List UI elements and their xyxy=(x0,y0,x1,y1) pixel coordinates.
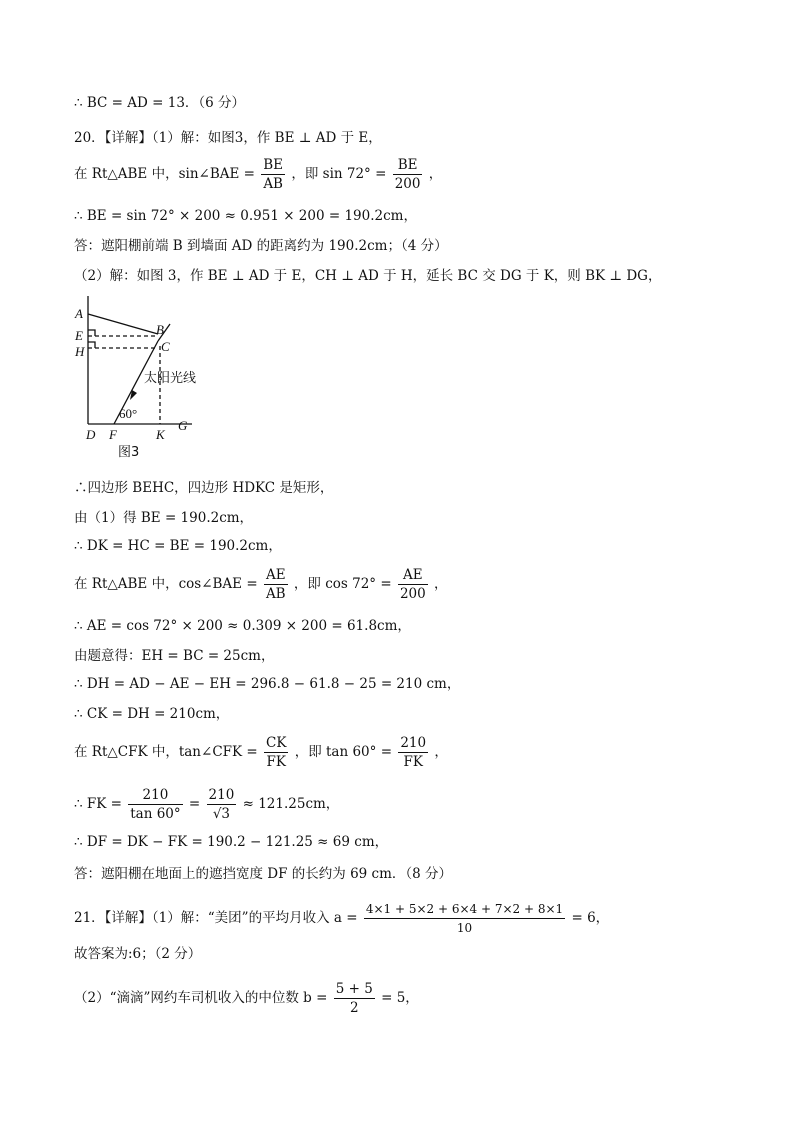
answer-part2: 答：遮阳棚在地面上的遮挡宽度 DF 的长约为 69 cm．（8 分） xyxy=(74,866,453,882)
fraction xyxy=(393,156,423,193)
numerator: AE xyxy=(398,566,428,585)
numerator: 210 xyxy=(208,787,235,803)
line-sin-bae xyxy=(74,156,442,193)
fraction xyxy=(207,786,237,823)
numerator: BE xyxy=(393,156,423,175)
denominator: FK xyxy=(266,754,286,770)
text: = 5， xyxy=(381,990,419,1006)
line-ae-calc: ∴ AE = cos 72° × 200 ≈ 0.309 × 200 = 61.8cm， xyxy=(74,618,411,634)
text: ， xyxy=(428,166,443,182)
fraction xyxy=(264,734,288,771)
denominator: 10 xyxy=(456,921,473,935)
line-df-calc: ∴ DF = DK − FK = 190.2 − 121.25 ≈ 69 cm， xyxy=(74,834,389,850)
line-ck-value: ∴ CK = DH = 210cm， xyxy=(74,706,230,722)
line-eh-value: 由题意得：EH = BC = 25cm， xyxy=(74,648,275,664)
right-angle-e xyxy=(88,330,95,336)
line-tan-cfk xyxy=(74,734,448,771)
denominator: 2 xyxy=(349,1000,359,1016)
text: = 6， xyxy=(571,910,610,926)
line-rectangles: ∴四边形 BEHC，四边形 HDKC 是矩形， xyxy=(74,480,334,496)
q21-mean xyxy=(74,900,609,937)
text: ， xyxy=(434,744,448,760)
text: ，即 sin 72° = xyxy=(291,166,387,182)
text: ∴ FK = xyxy=(74,796,122,812)
part2-intro: （2）解：如图 3，作 BE ⊥ AD 于 E，CH ⊥ AD 于 H，延长 BC 交 DG 于 K，则 BK ⊥ DG， xyxy=(74,268,662,284)
label-g: G xyxy=(178,418,188,433)
fraction xyxy=(264,566,288,603)
denominator: FK xyxy=(403,754,423,770)
denominator: 200 xyxy=(394,176,421,192)
numerator: 210 xyxy=(400,735,427,751)
q21-median xyxy=(74,980,419,1017)
denominator: 200 xyxy=(399,586,426,602)
denominator: AB xyxy=(263,176,283,192)
fraction xyxy=(364,900,565,937)
q20-heading: 20．【详解】（1）解：如图3，作 BE ⊥ AD 于 E， xyxy=(74,130,382,146)
text: （2）“滴滴”网约车司机收入的中位数 b = xyxy=(74,990,328,1006)
fraction xyxy=(128,786,182,823)
text: ，即 tan 60° = xyxy=(294,744,393,760)
denominator: tan 60° xyxy=(130,806,181,822)
text: 在 Rt△ABE 中，cos∠BAE = xyxy=(74,576,258,592)
numerator: BE xyxy=(263,157,284,173)
numerator: 4×1 + 5×2 + 6×4 + 7×2 + 8×1 xyxy=(364,900,565,919)
geometry-figure xyxy=(72,294,222,466)
text: 21．【详解】（1）解：“美团”的平均月收入 a = xyxy=(74,910,358,926)
answer-part1: 答：遮阳棚前端 B 到墙面 AD 的距离约为 190.2cm；（4 分） xyxy=(74,238,448,254)
label-k: K xyxy=(156,427,165,442)
text: 在 Rt△ABE 中，sin∠BAE = xyxy=(74,166,255,182)
text: = xyxy=(188,796,201,812)
label-h: H xyxy=(75,344,85,359)
answer-q21-1: 故答案为:6；（2 分） xyxy=(74,946,202,962)
line-dk-value: ∴ DK = HC = BE = 190.2cm， xyxy=(74,538,282,554)
label-a: A xyxy=(75,306,83,321)
label-d: D xyxy=(86,427,96,442)
text: ，即 cos 72° = xyxy=(293,576,392,592)
label-b: B xyxy=(156,322,164,337)
line-be-value: 由（1）得 BE = 190.2cm， xyxy=(74,510,254,526)
awning-ab xyxy=(88,314,158,334)
text: 在 Rt△CFK 中，tan∠CFK = xyxy=(74,744,258,760)
line-fk-calc xyxy=(74,786,339,823)
denominator: √3 xyxy=(212,806,231,822)
angle-label: 60° xyxy=(119,406,138,421)
numerator: 210 xyxy=(128,786,182,805)
fraction xyxy=(261,156,285,193)
fraction xyxy=(398,566,428,603)
numerator: 5 + 5 xyxy=(335,981,373,997)
line-bc-ad: ∴ BC = AD = 13．（6 分） xyxy=(74,95,246,111)
label-f: F xyxy=(109,427,117,442)
label-c: C xyxy=(161,339,170,354)
line-be-calc: ∴ BE = sin 72° × 200 ≈ 0.951 × 200 = 190.2cm， xyxy=(74,208,417,224)
text: ≈ 121.25cm， xyxy=(242,796,340,812)
denominator: AB xyxy=(265,586,286,602)
line-dh-calc: ∴ DH = AD − AE − EH = 296.8 − 61.8 − 25 = 210 cm， xyxy=(74,676,461,692)
label-e: E xyxy=(75,328,83,343)
fraction xyxy=(398,734,428,771)
figure-caption: 图3 xyxy=(118,445,140,460)
right-angle-h xyxy=(88,342,95,348)
text: ， xyxy=(434,576,448,592)
fraction xyxy=(334,980,375,1017)
sunlight-label: 太阳光线 xyxy=(144,371,197,386)
numerator: CK xyxy=(266,735,287,751)
numerator: AE xyxy=(264,566,288,585)
line-cos-bae xyxy=(74,566,448,603)
